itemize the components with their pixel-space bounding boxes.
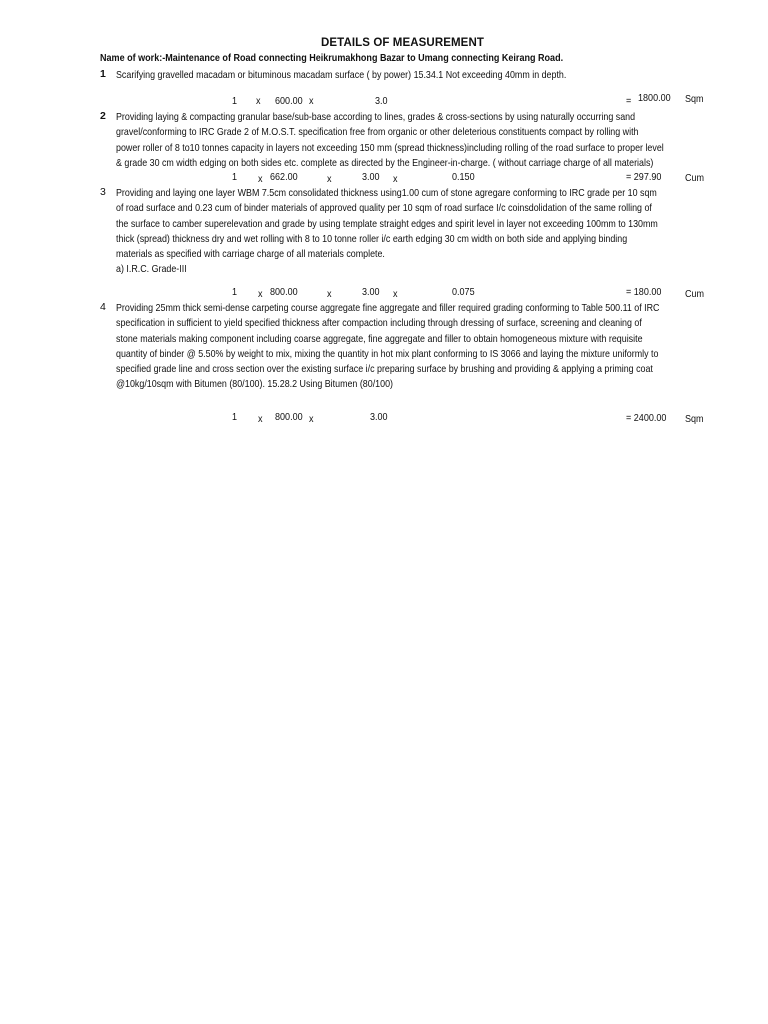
calc-depth: 0.075 bbox=[452, 286, 475, 298]
document-title: DETAILS OF MEASUREMENT bbox=[321, 37, 484, 49]
description-line: stone materials making component including coarse aggregate, fine aggregate and filler to obtain homogeneous mixture with requisite bbox=[116, 332, 643, 345]
calc-multiply-sign: x bbox=[256, 95, 261, 107]
description-line: the surface to camber superelevation and grade by using template straight edges and spirit level in layer not exceeding 100mm to 130mm bbox=[116, 217, 658, 230]
calc-nos: 1 bbox=[232, 286, 238, 298]
description-line: @10kg/10sqm with Bitumen (80/100). 15.28.2 Using Bitumen (80/100) bbox=[116, 378, 393, 391]
calc-multiply-sign: x bbox=[258, 288, 263, 300]
description-line: Providing 25mm thick semi-dense carpeting course aggregate fine aggregate and filler required grading conforming to Table 500.11 of IRC bbox=[116, 302, 660, 314]
calc-multiply-sign: x bbox=[393, 288, 398, 300]
description-line: Providing and laying one layer WBM 7.5cm consolidated thickness using1.00 cum of stone agregare conforming to IRC grade per 10 sqm bbox=[116, 187, 657, 199]
calc-multiply-sign: x bbox=[327, 288, 332, 300]
calc-width: 3.00 bbox=[362, 171, 380, 183]
description-line: & grade 30 cm width edging on both sides etc. complete as directed by the Engineer-in-charge. ( without carriage charge of all materials) bbox=[116, 156, 654, 169]
description-line: power roller of 8 to10 tonnes capacity in layers not exceeding 150 mm (spread thickness)including rolling of the road surface to proper level bbox=[116, 141, 664, 154]
description-line: Providing laying & compacting granular base/sub-base according to lines, grades & cross-sections by using naturally occurring sand bbox=[116, 111, 636, 123]
description-line: materials as specified with carriage charge of all materials complete. bbox=[116, 248, 385, 261]
calc-width: 3.00 bbox=[370, 411, 388, 423]
sub-item-label: a) I.R.C. Grade-III bbox=[116, 263, 187, 276]
description-line: of road surface and 0.23 cum of binder materials of approved quality per 10 sqm of road surface I/c coinsdolidation of the same rolling of bbox=[116, 202, 652, 215]
calc-result: = 180.00 bbox=[626, 286, 662, 298]
description-line: gravel/conforming to IRC Grade 2 of M.O.S.T. specification free from organic or other deleterious constituents compact by rolling with bbox=[116, 126, 639, 139]
description-line: thick (spread) thickness dry and wet rolling with 8 to 10 tonne roller i/c earth edging 30 cm width on both side and applying binding bbox=[116, 232, 628, 245]
calc-result: 1800.00 bbox=[638, 92, 671, 104]
description-line: specification in sufficient to yield specified thickness after compaction including through dressing of surface, screening and cleaning of bbox=[116, 317, 642, 330]
calc-multiply-sign: x bbox=[258, 413, 263, 425]
calc-result: = 2400.00 bbox=[626, 412, 667, 424]
item-description bbox=[116, 68, 709, 83]
calc-nos: 1 bbox=[232, 95, 238, 107]
calc-multiply-sign: x bbox=[327, 173, 332, 185]
calc-unit: Cum bbox=[685, 288, 705, 300]
item-description bbox=[116, 110, 709, 171]
item-number: 4 bbox=[100, 301, 106, 313]
calc-length: 800.00 bbox=[275, 411, 303, 423]
calc-width: 3.00 bbox=[362, 286, 380, 298]
calc-unit: Sqm bbox=[685, 413, 704, 425]
description-line: Scarifying gravelled macadam or bituminous macadam surface ( by power) 15.34.1 Not exceeding 40mm in depth. bbox=[116, 69, 567, 81]
calc-unit: Sqm bbox=[685, 93, 704, 105]
calc-multiply-sign: x bbox=[309, 95, 314, 107]
calc-equals-sign: = bbox=[626, 95, 632, 107]
calc-multiply-sign: x bbox=[258, 173, 263, 185]
description-line: quantity of binder @ 5.50% by weight to mix, mixing the quantity in hot mix plant conforming to IS 3066 and laying the mixture uniformly to bbox=[116, 347, 659, 360]
calc-depth: 0.150 bbox=[452, 171, 475, 183]
name-of-work: Name of work:-Maintenance of Road connecting Heikrumakhong Bazar to Umang connecting Keirang Road. bbox=[100, 52, 564, 64]
calc-nos: 1 bbox=[232, 411, 238, 423]
calc-multiply-sign: x bbox=[393, 173, 398, 185]
calc-length: 800.00 bbox=[270, 286, 298, 298]
calc-multiply-sign: x bbox=[309, 413, 314, 425]
item-number: 3 bbox=[100, 186, 106, 198]
calc-length: 662.00 bbox=[270, 171, 298, 183]
item-number: 1 bbox=[100, 68, 106, 80]
item-number: 2 bbox=[100, 110, 106, 122]
calc-result: = 297.90 bbox=[626, 171, 662, 183]
calc-unit: Cum bbox=[685, 172, 705, 184]
calc-width: 3.0 bbox=[375, 95, 388, 107]
item-description bbox=[116, 186, 709, 278]
calc-length: 600.00 bbox=[275, 95, 303, 107]
calc-nos: 1 bbox=[232, 171, 238, 183]
description-line: specified grade line and cross section over the existing surface i/c preparing surface by brushing and providing & applying a priming coat bbox=[116, 363, 653, 376]
item-description bbox=[116, 301, 709, 393]
